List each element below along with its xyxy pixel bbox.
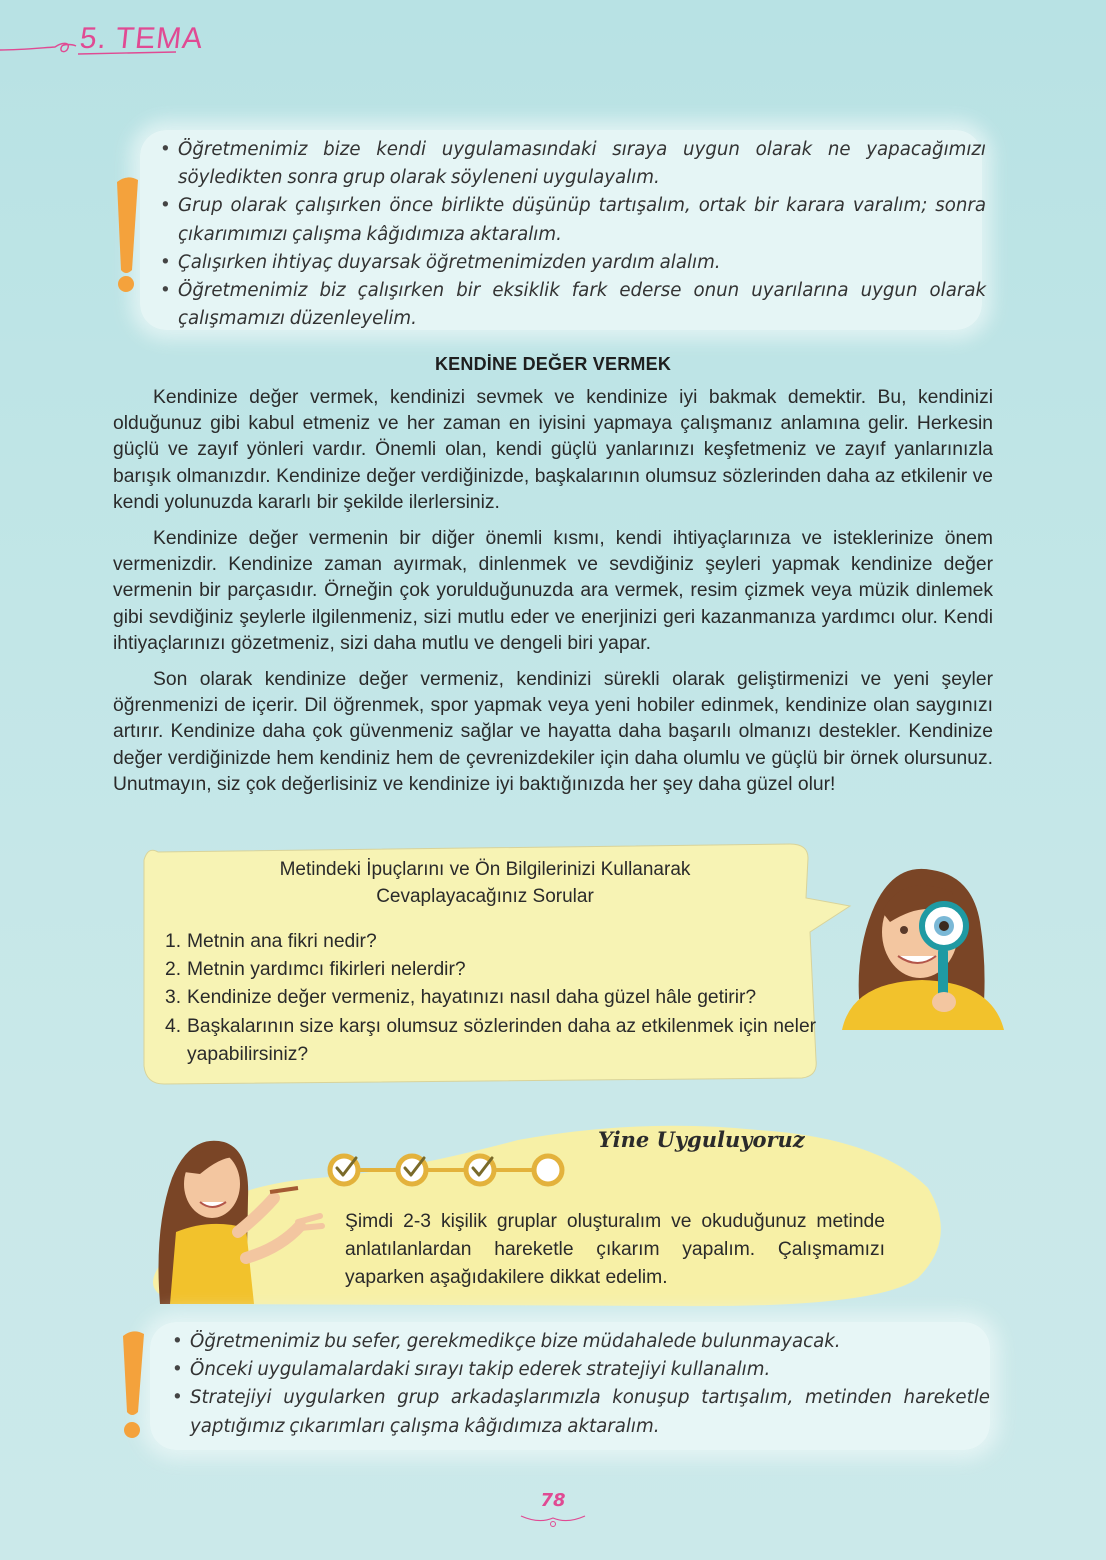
exclamation-icon — [112, 172, 142, 332]
question-text: Başkalarının size karşı olumsuz sözlerinden daha az etkilenmek için neler yapabilirsiniz? — [187, 1015, 817, 1065]
questions-list — [165, 928, 825, 1069]
questions-title-line: Metindeki İpuçlarını ve Ön Bilgilerinizi Kullanarak — [279, 859, 691, 880]
rules-list-top — [158, 136, 986, 333]
rules-box-bottom — [150, 1322, 990, 1450]
rule-item: • Çalışırken ihtiyaç duyarsak öğretmenimizden yardım alalım. — [158, 249, 986, 277]
question-text: Metnin yardımcı fikirleri nelerdir? — [187, 959, 466, 981]
practice-title: Yine Uyguluyoruz — [598, 1127, 805, 1152]
question-number: 1. — [165, 931, 182, 952]
article-body — [113, 385, 993, 808]
question-item — [165, 1013, 825, 1069]
rules-list-bottom — [170, 1328, 990, 1441]
question-number: 2. — [165, 959, 182, 981]
pending-step-icon — [534, 1156, 562, 1184]
question-item — [165, 956, 825, 984]
girl-magnifier-illustration — [832, 852, 1012, 1032]
paragraph: Kendinize değer vermek, kendinizi sevmek ve kendinize iyi bakmak demektir. Bu, kendinizi olduğunuz gibi kabul etmeniz ve her zaman en iyisini yapmaya çalışmanız anlamına gelir. Herkesin güçlü ve zayıf yönleri vardır. Önemli olan, kendi güçlü yanlarınızı keşfetmeniz ve zayıf yanlarınızla barışık olmanızdır. Kendinize değer verdiğinizde, başkalarının olumsuz sözlerinden daha az etkilenir ve kendi yolunuzda kararlı bir şekilde ilerlersiniz. — [113, 387, 993, 513]
exclamation-icon — [118, 1326, 148, 1486]
questions-title-line: Cevaplayacağınız Sorular — [376, 886, 594, 907]
question-number: 3. — [165, 987, 182, 1009]
paragraph: Kendinize değer vermenin bir diğer önemli kısmı, kendi ihtiyaçlarınıza ve isteklerinize önem vermenizdir. Kendinize zaman ayırmak, dinlenmek ve sevdiğiniz şeyleri yapmak kendinize değer vermenin bir parçasıdır. Örneğin çok yorulduğunuzda ara vermek, resim çizmek veya müzik dinlemek gibi sevdiğiniz şeylerle ilgilenmeniz, sizi mutlu eder ve enerjinizi geri kazanmanıza yardımcı olur. Kendi ihtiyaçlarınızı gözetmeniz, sizi daha mutlu ve dengeli biri yapar. — [113, 528, 993, 654]
paragraph: Son olarak kendinize değer vermeniz, kendinizi sürekli olarak geliştirmenizi ve yeni şeyler öğrenmenizi de içerir. Dil öğrenmek, spor yapmak veya yeni hobiler edinmek, kendinize olan saygınızı artırır. Kendinize daha çok güvenmeniz sağlar ve hayatta daha başarılı olmanızı destekler. Kendinize değer verdiğinizde hem kendiniz hem de çevrenizdekiler için daha olumlu ve güçlü bir örnek olursunuz. Unutmayın, siz çok değerlisiniz ve kendinize iyi baktığınızda her şey daha güzel olur! — [113, 669, 993, 795]
question-text: Metnin ana fikri nedir? — [187, 931, 377, 952]
question-item — [165, 984, 825, 1012]
question-item — [165, 928, 825, 956]
rule-item: • Grup olarak çalışırken önce birlikte düşünüp tartışalım, ortak bir karara varalım; sonra çıkarımımızı çalışma kâğıdımıza aktaralım. — [158, 192, 986, 248]
progress-steps — [326, 1152, 566, 1188]
rule-item: • Stratejiyi uygularken grup arkadaşlarımızla konuşup tartışalım, metinden hareketle yaptığımız çıkarımları çalışma kâğıdımıza aktaralım. — [170, 1384, 990, 1440]
section-title: KENDİNE DEĞER VERMEK — [434, 354, 672, 374]
question-text: Kendinize değer vermeniz, hayatınızı nasıl daha güzel hâle getirir? — [187, 987, 757, 1009]
rule-item: • Önceki uygulamalardaki sırayı takip ederek stratejiyi kullanalım. — [170, 1356, 990, 1384]
questions-title — [215, 856, 755, 910]
rule-item: • Öğretmenimiz bu sefer, gerekmedikçe bize müdahalede bulunmayacak. — [170, 1328, 990, 1356]
practice-instructions: Şimdi 2-3 kişilik gruplar oluşturalım ve okuduğunuz metinde anlatılanlardan hareketle çıkarım yapalım. Çalışmamızı yaparken aşağıdakilere dikkat edelim. — [345, 1211, 885, 1289]
rule-item: • Öğretmenimiz bize kendi uygulamasındaki sıraya uygun olarak ne yapacağımızı söyledikten sonra grup olarak söyleneni uygulayalım. — [158, 136, 986, 192]
rules-box-top — [140, 130, 986, 330]
question-number: 4. — [165, 1015, 182, 1037]
girl-pencil-illustration — [150, 1128, 350, 1304]
rule-item: • Öğretmenimiz biz çalışırken bir eksiklik fark ederse onun uyarılarına uygun olarak çalışmamızı düzenleyelim. — [158, 277, 986, 333]
page-number: 78 — [540, 1490, 566, 1511]
page-number-swirl — [519, 1508, 587, 1530]
theme-title: 5. TEMA — [78, 22, 205, 55]
